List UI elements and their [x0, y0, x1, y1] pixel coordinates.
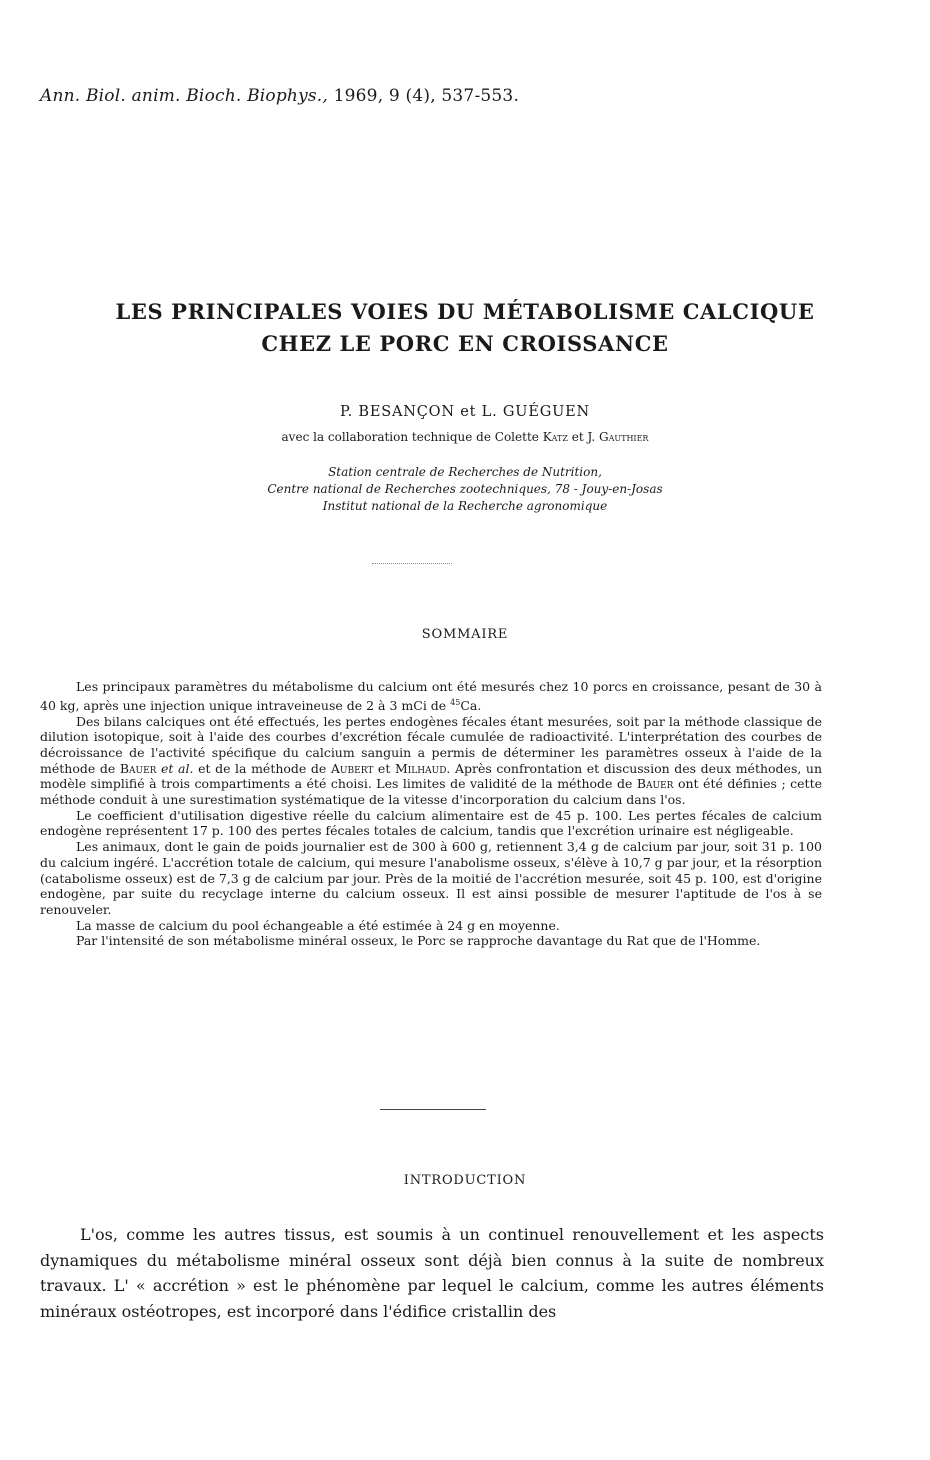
introduction-heading: INTRODUCTION: [403, 1173, 527, 1188]
authors: P. BESANÇON et L. GUÉGUEN: [340, 404, 590, 420]
collab-prefix: avec la collaboration technique de Colette: [281, 430, 539, 444]
author-ref: Bauer: [636, 776, 674, 792]
summary-heading: SOMMAIRE: [421, 627, 509, 642]
journal-name: Ann. Biol. anim. Bioch. Biophys.,: [40, 86, 329, 106]
collab-and: et J.: [571, 430, 596, 444]
author-ref: Bauer: [119, 760, 157, 776]
affiliation-line-2: Centre national de Recherches zootechniques, 78 - Jouy-en-Josas: [267, 482, 663, 496]
affiliation: [0, 464, 930, 515]
separator-line: [380, 1109, 486, 1110]
summary-body: [40, 679, 822, 949]
journal-citation: [40, 86, 519, 106]
introduction-body: [40, 1222, 824, 1324]
title-line-1: LES PRINCIPALES VOIES DU MÉTABOLISME CALCIQUE: [115, 299, 815, 324]
summary-paragraph: Le coefficient d'utilisation digestive réelle du calcium alimentaire est de 45 p. 100. Les pertes fécales de calcium endogène représentent 17 p. 100 des pertes fécales totales de calcium, tandis que l'excrétion urinaire est négligeable.: [40, 807, 822, 839]
summary-paragraph: Les animaux, dont le gain de poids journalier est de 300 à 600 g, retiennent 3,4 g de calcium par jour, soit 31 p. 100 du calcium ingéré. L'accrétion totale de calcium, qui mesure l'anabolisme osseux, s'élève à 10,7 g par jour, et la résorption (catabolisme osseux) est de 7,3 g de calcium par jour. Près de la moitié de l'accrétion mesurée, soit 45 p. 100, est d'origine endogène, par suite du recyclage interne du calcium osseux. Il est ainsi possible de mesurer l'aptitude de l'os à se renouveler.: [40, 839, 822, 917]
summary-paragraph: Les principaux paramètres du métabolisme du calcium ont été mesurés chez 10 porcs en croissance, pesant de 30 à 40 kg, après une injection unique intraveineuse de 2 à 3 mCi de $^{45}$Ca.: [40, 679, 822, 713]
author-ref: Milhaud: [394, 760, 447, 776]
summary-paragraph: La masse de calcium du pool échangeable a été estimée à 24 g en moyenne.: [76, 917, 560, 933]
affiliation-line-1: Station centrale de Recherches de Nutrition,: [328, 465, 602, 479]
author-ref: Aubert: [330, 760, 374, 776]
isotope-superscript: 45: [450, 697, 461, 707]
collab-name-2: Gauthier: [599, 430, 649, 444]
collab-name-1: Katz: [542, 430, 568, 444]
year-volume: 1969, 9 (4), 537-553.: [333, 86, 520, 106]
summary-paragraph: Par l'intensité de son métabolisme minéral osseux, le Porc se rapproche davantage du Rat que de l'Homme.: [76, 933, 761, 949]
summary-paragraph: Des bilans calciques ont été effectués, les pertes endogènes fécales étant mesurées, soit par la méthode classique de dilution isotopique, soit à l'aide des courbes d'excrétion fécale cumulée de radioactivité. L'interprétation des courbes de décroissance de l'activité spécifique du calcium sanguin a permis de déterminer les paramètres osseux à l'aide de la méthode de Bauer et al. et de la méthode de Aubert et Milhaud. Après confrontation et discussion des deux méthodes, un modèle simplifié à trois compartiments a été choisi. Les limites de validité de la méthode de Bauer ont été définies ; cette méthode conduit à une surestimation systématique de la vitesse d'incorporation du calcium dans l'os.: [40, 713, 823, 808]
collaboration-line: [0, 430, 930, 444]
title-line-2: CHEZ LE PORC EN CROISSANCE: [261, 331, 669, 356]
affiliation-line-3: Institut national de la Recherche agronomique: [322, 499, 608, 513]
separator-dotted: [372, 563, 452, 564]
introduction-paragraph: L'os, comme les autres tissus, est soumis à un continuel renouvellement et les aspects dynamiques du métabolisme minéral osseux sont déjà bien connus à la suite de nombreux travaux. L' « accrétion » est le phénomène par lequel le calcium, comme les autres éléments minéraux ostéotropes, est incorporé dans l'édifice cristallin des: [40, 1225, 824, 1321]
paper-title: [0, 296, 930, 360]
